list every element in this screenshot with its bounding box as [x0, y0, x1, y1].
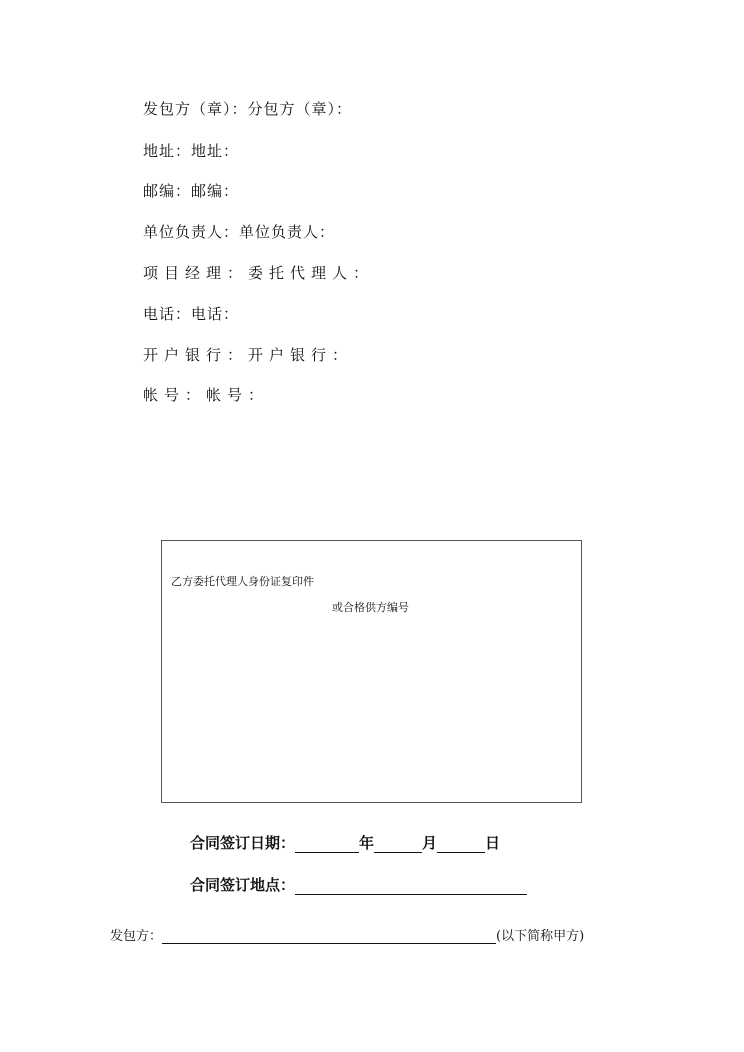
supplier-code-label: 或合格供方编号 — [332, 601, 409, 614]
place-blank[interactable] — [295, 878, 527, 895]
contractor-footer-row — [110, 925, 584, 944]
unit-head-row: 单位负责人：单位负责人： — [143, 223, 336, 241]
seal-row: 发包方（章）：分包方（章）： — [143, 100, 353, 118]
day-blank[interactable] — [437, 836, 485, 853]
id-copy-box — [161, 540, 582, 803]
contractor-note: (以下简称甲方) — [496, 929, 585, 944]
signing-place-row — [190, 874, 527, 895]
day-label: 日 — [485, 834, 501, 852]
postcode-row: 邮编：邮编： — [143, 182, 240, 200]
phone-row: 电话：电话： — [143, 305, 240, 323]
signing-date-label: 合同签订日期： — [190, 834, 296, 852]
account-row: 帐号：帐号： — [143, 386, 270, 404]
address-row: 地址：地址： — [143, 142, 240, 160]
month-blank[interactable] — [374, 836, 422, 853]
signing-place-label: 合同签订地点： — [190, 876, 296, 894]
month-label: 月 — [422, 834, 438, 852]
signing-date-row — [190, 832, 500, 853]
year-label: 年 — [359, 834, 375, 852]
contractor-name-blank[interactable] — [162, 929, 496, 944]
contractor-label: 发包方： — [110, 929, 163, 944]
project-manager-row: 项目经理：委托代理人： — [143, 264, 375, 282]
year-blank[interactable] — [295, 836, 359, 853]
id-copy-label: 乙方委托代理人身份证复印件 — [171, 575, 314, 588]
bank-row: 开户银行：开户银行： — [143, 346, 354, 364]
